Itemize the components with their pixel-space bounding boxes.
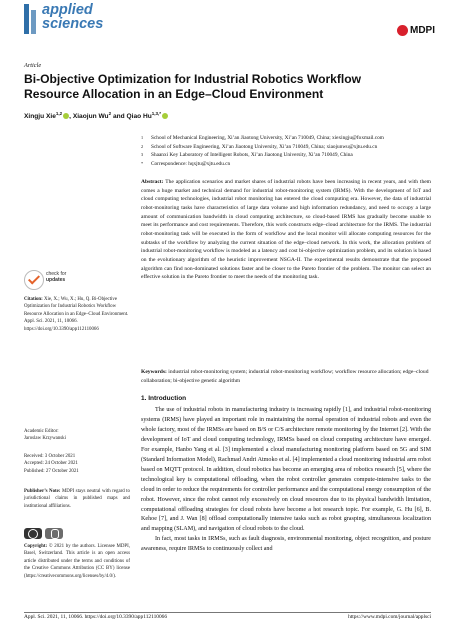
affiliation-number: 1 [141, 135, 144, 140]
publisher-logo[interactable] [397, 22, 435, 37]
citation-label: Citation: [24, 297, 43, 302]
affiliation-text: School of Software Engineering, Xi’an Jiaotong University, Xi’an 710049, China; xiaojunwu@xjtu.edu.cn [151, 143, 378, 150]
correspondence-text: Correspondence: hqxjtu@xjtu.edu.cn [151, 160, 231, 167]
publication-dates [24, 453, 130, 475]
publisher-name: MDPI [410, 25, 435, 37]
check-updates-label [46, 271, 66, 283]
footer-divider [24, 612, 431, 613]
accepted-date: Accepted: 24 October 2021 [24, 461, 78, 467]
copyright-label: Copyright: [24, 544, 48, 549]
affiliation-text: School of Mechanical Engineering, Xi’an Jiaotong University, Xi’an 710049, China; xiexingju@foxmail.com [151, 135, 384, 141]
publisher-note [24, 488, 130, 510]
author-affiliation-sup: 1,3,* [151, 111, 162, 116]
affiliation-text: Shaanxi Key Laboratory of Intelligent Robots, Xi’an Jiaotong University, Xi’an 710049, China [151, 152, 353, 158]
check-updates-icon [24, 270, 44, 290]
journal-name-line1: applied [42, 2, 93, 18]
received-date: Received: 3 October 2021 [24, 454, 76, 459]
published-date: Published: 27 October 2021 [24, 468, 79, 474]
keywords-text: industrial robot-monitoring system; industrial robot-monitoring workflow; workflow resource allocation; edge–cloud collaboration; bi-objective genetic algorithm [141, 369, 429, 384]
abstract-text: The application scenarios and market shares of industrial robots have been increasing in recent years, and with them comes a huge market and technical demand for industrial robot-monitoring system (IRMS). With the development of IoT and cloud computing technologies, industrial robot monitoring has entered the cloud computing era. However, the data of industrial robot-monitoring tasks have characteristics of large data volume and high information redundancy, and need to occupy a large amount of communication bandwidth in cloud computing architecture, so cloud-based IRMS has gradually become unable to meet its performance and cost requirements. Therefore, this work constructs edge–cloud architecture for the IRMS. The industrial robot-monitoring task will be executed in the form of workflow and the local monitor will allocate computing resources for the subtasks of the workflow by analyzing the current situation of the edge–cloud network. In this work, the allocation problem of industrial robot-monitoring workflow is modeled as a latency and cost bi-objective optimization problem, and its solution is based on the evolutionary algorithm of the heuristic improvement NSGA-II. The experimental results demonstrate that the proposed algorithm can find non-dominated solutions faster and be closer to the Pareto frontier of the problem. The monitor can select an effective solution in the Pareto frontier to meet the needs of the monitoring task. [141, 179, 432, 281]
note-label: Publisher’s Note: [24, 489, 61, 494]
affiliation-row [141, 160, 441, 169]
journal-name[interactable] [42, 3, 103, 31]
section-heading: 1. Introduction [141, 395, 187, 402]
note-text: MDPI stays neutral with regard to jurisdictional claims in published maps and institutional affiliations. [24, 489, 130, 509]
journal-name-line2: sciences [42, 16, 104, 32]
affiliation-row [141, 151, 441, 160]
citation-text[interactable]: Xie, X.; Wu, X.; Hu, Q. Bi-Objective Optimization for Industrial Robotics Workflow Resource Allocation in an Edge–Cloud Environment. Appl. Sci. 2021, 11, 10066. https://doi.org/10.3390/app112110066 [24, 297, 129, 332]
cc-circle-icon [28, 529, 38, 539]
paper-title [24, 72, 434, 102]
article-type: Article [24, 62, 42, 69]
affiliation-row [141, 134, 441, 143]
intro-paragraph-1: The use of industrial robots in manufacturing industry is increasing rapidly [1], and industrial robot-monitoring systems (IRMS) have played an important role in maintaining the normal operation of industrial robots and even the whole factory, most of the IRMSs are based on B/S or C/S architecture remote monitoring by the Internet [2]. With the development of IoT and cloud computing technology, IRMSs based on cloud computing architecture have emerged. For example, Hanbo Yang et al. [3] implemented a cloud manufacturing monitoring platform based on 5G and SIM (Standard Information Model), Rachmad Andri Atmoko et al. [4] implemented a cloud monitoring industrial arm robot based on MQTT protocol. In addition, cloud robotics has become an emerging area of robotics research [5], where the technological key is computational offloading, when the robot controller generates compute-intensive tasks to the cloud in order to reduce the requirements for controller performance and the computational energy consumption of the robot. However, since the robot cannot rely excessively on cloud resources due to its physical bandwidth limitation, computational offloading strategies for cloud robots have become a hot research topic. For example, G. Hu [6], B. Kehoe [7], and J. Wan [8] offload computationally intensive tasks such as robot grasping, simultaneous localization and mapping (SLAM), and navigation of cloud robots to the cloud. [141, 407, 431, 533]
title-line-1: Bi-Objective Optimization for Industrial Robotics Workflow [24, 72, 362, 86]
check-updates-line1: check for [46, 271, 67, 277]
check-for-updates-button[interactable] [24, 270, 68, 290]
author-name[interactable]: Qiao Hu [126, 113, 152, 121]
keywords [141, 368, 431, 385]
copyright-block [24, 543, 130, 580]
orcid-icon[interactable] [162, 113, 168, 119]
mdpi-logo-icon [397, 25, 408, 36]
title-line-2: Resource Allocation in an Edge–Cloud Environment [24, 87, 324, 101]
editor-label: Academic Editor: [24, 429, 59, 434]
author-list [24, 111, 168, 120]
affiliation-number: 3 [141, 152, 144, 157]
author-affiliation-sup: 2 [108, 111, 112, 116]
editor-name: Jaroslaw Krzywanski [24, 436, 66, 442]
affiliation-row [141, 143, 441, 152]
abstract-label: Abstract: [141, 179, 164, 185]
author-name[interactable]: Xiaojun Wu [72, 113, 109, 121]
affiliation-number: * [141, 160, 144, 166]
author-separator: , [69, 113, 73, 121]
copyright-text: © 2021 by the authors. Licensee MDPI, Basel, Switzerland. This article is an open access article distributed under the terms and conditions of the Creative Commons Attribution (CC BY) license (https://creativecommons.org/licenses/by/4.0/). [24, 544, 130, 579]
person-icon [51, 529, 59, 539]
academic-editor [24, 428, 130, 443]
journal-logo-icon [24, 4, 38, 34]
author-affiliation-sup: 1,2 [55, 111, 63, 116]
author-name[interactable]: Xingju Xie [24, 113, 56, 121]
author-separator: and [111, 113, 127, 121]
affiliations [141, 134, 441, 168]
introduction-body [141, 406, 431, 555]
check-updates-line2: updates [46, 277, 66, 283]
citation-block [24, 296, 130, 333]
keywords-label: Keywords: [141, 369, 167, 375]
footer-citation[interactable]: Appl. Sci. 2021, 11, 10066. https://doi.org/10.3390/app112110066 [24, 614, 168, 620]
affiliation-number: 2 [141, 143, 144, 149]
intro-paragraph-2: In fact, most tasks in IRMSs, such as fault diagnosis, environmental monitoring, object recognition, and posture awareness, require IRMSs to continuously collect and [141, 536, 431, 553]
abstract [141, 178, 431, 282]
footer-journal-url[interactable]: https://www.mdpi.com/journal/applsci [348, 614, 431, 620]
